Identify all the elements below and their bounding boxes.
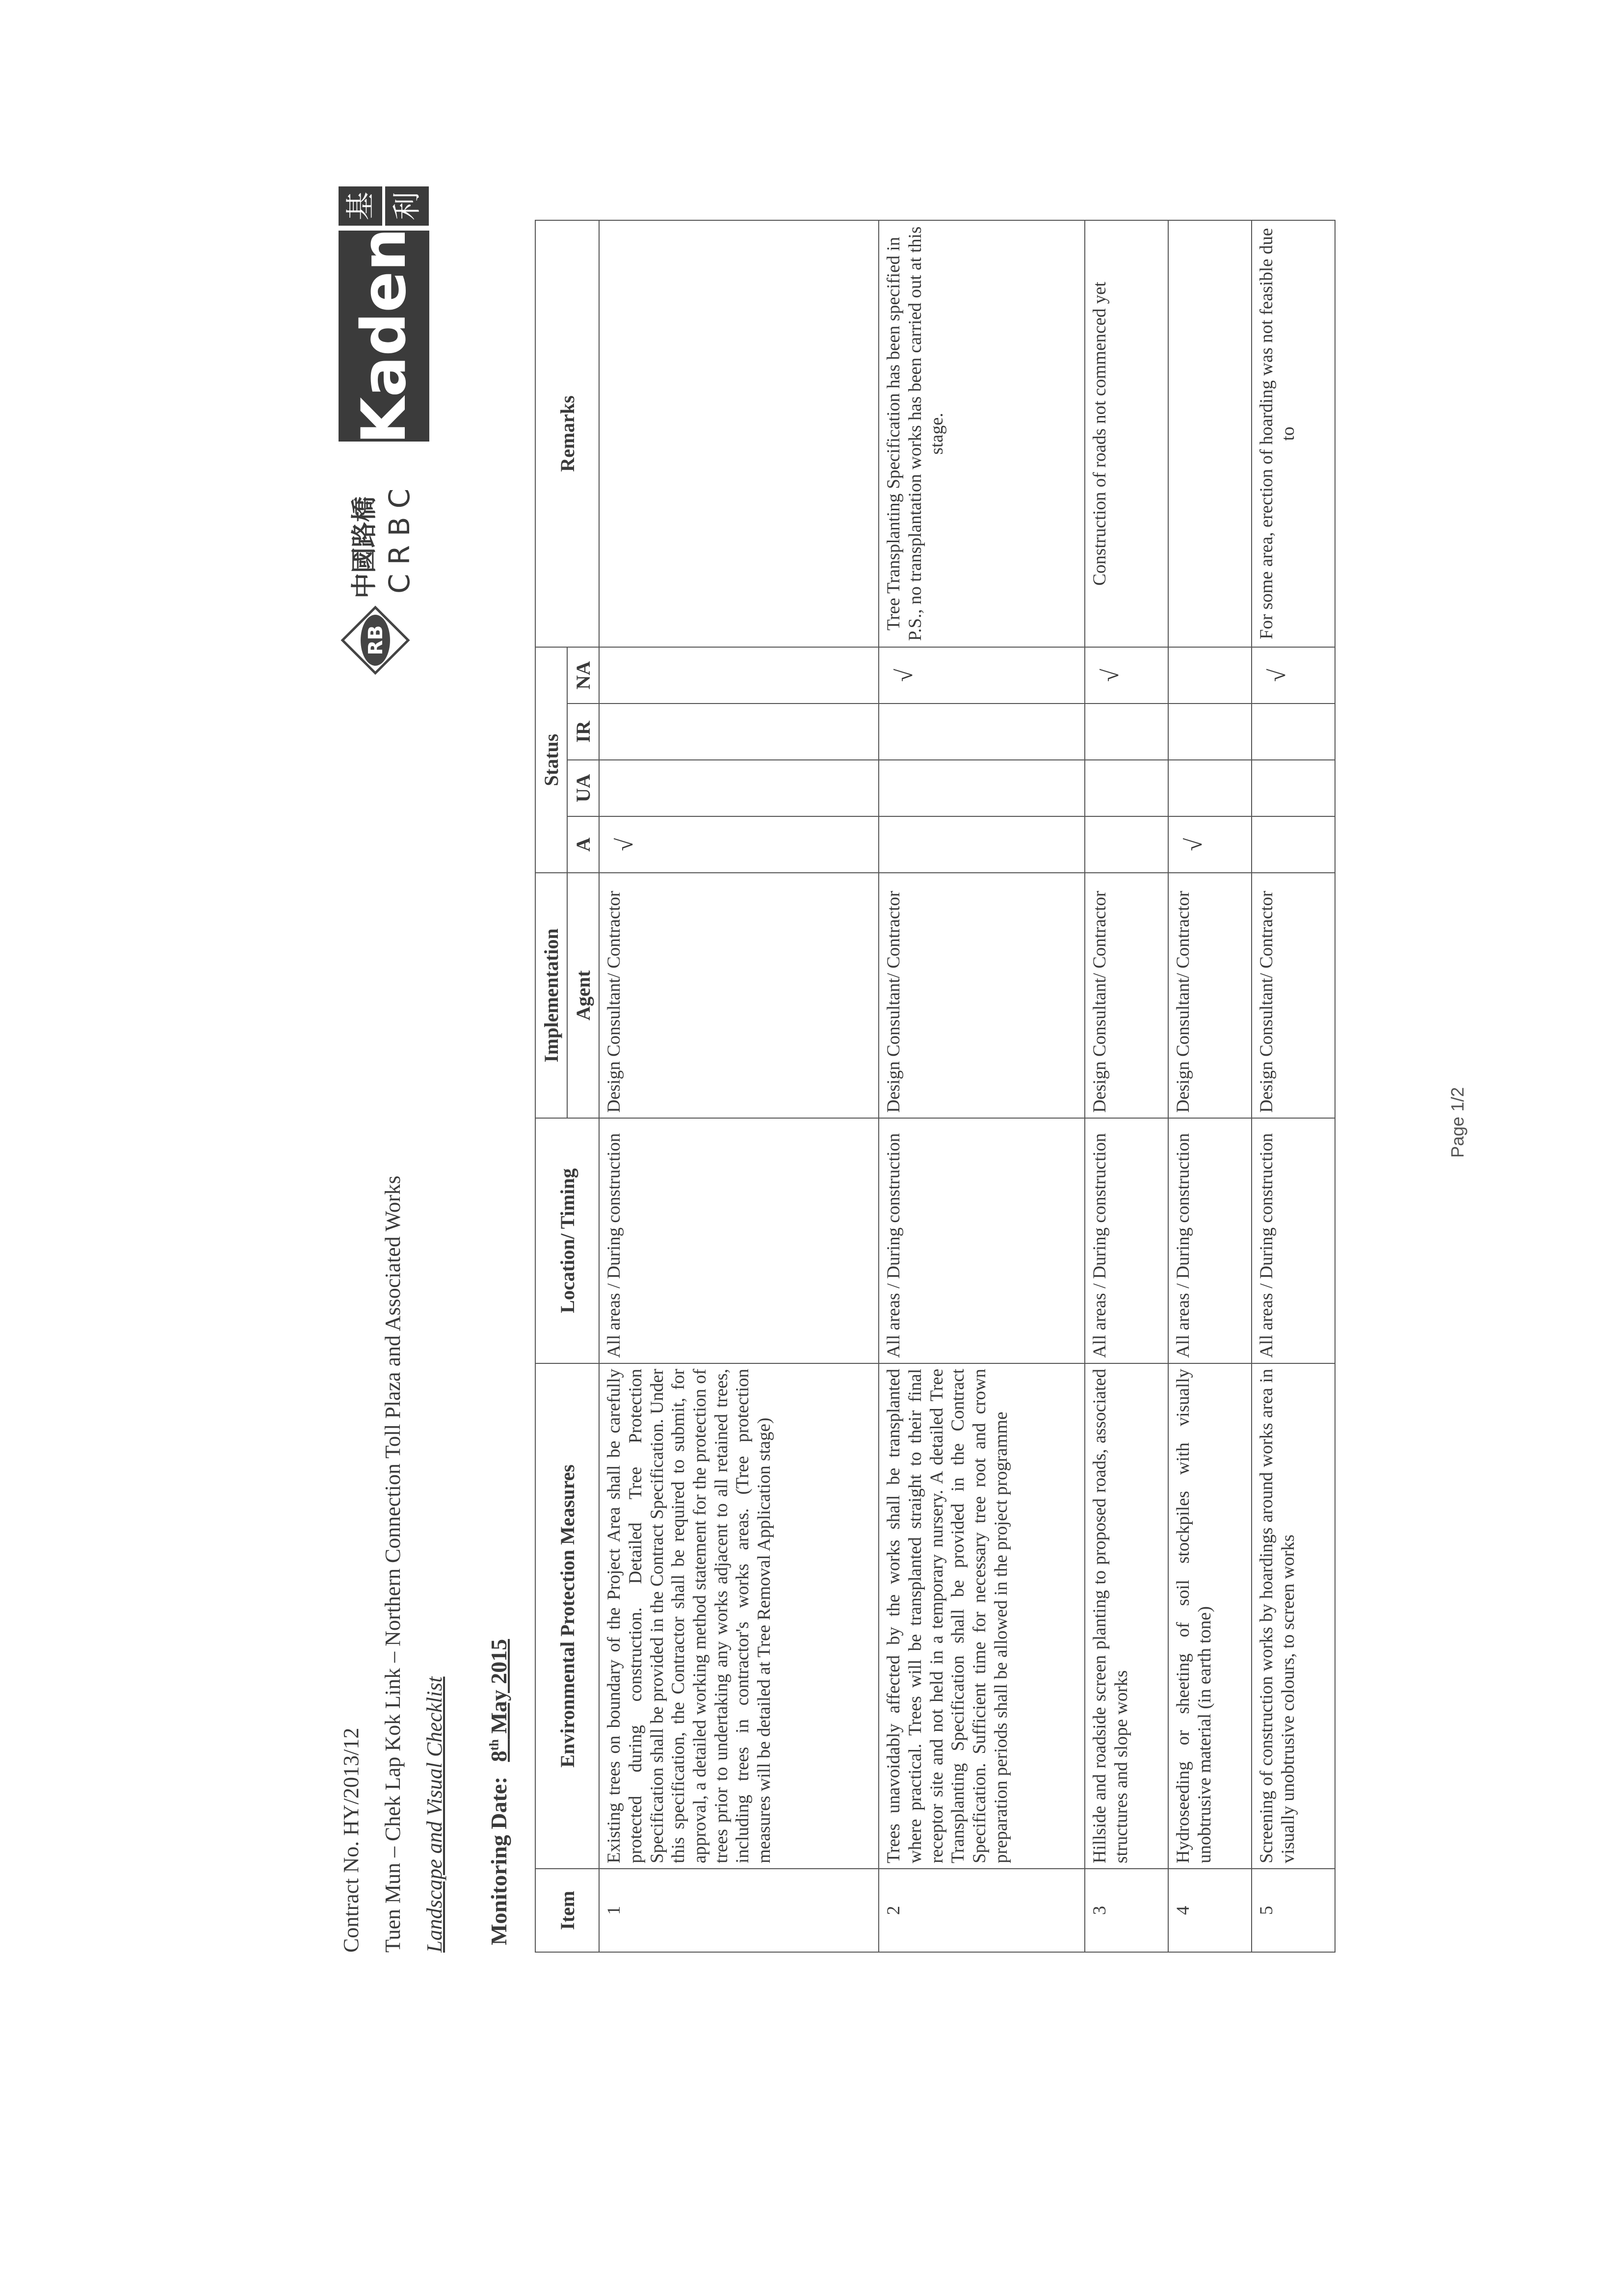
header-status-ir: IR: [567, 704, 599, 760]
implementation-agent: Design Consultant/ Contractor: [879, 873, 1085, 1118]
item-number: 4: [1168, 1869, 1252, 1952]
header-status-ua: UA: [567, 760, 599, 816]
implementation-agent: Design Consultant/ Contractor: [1252, 873, 1335, 1118]
header-agent: Agent: [567, 873, 599, 1118]
table-row: [879, 220, 1085, 1952]
project-title: Tuen Mun – Chek Lap Kok Link – Northern Connection Toll Plaza and Associated Works: [381, 1175, 405, 1953]
implementation-agent: Design Consultant/ Contractor: [1168, 873, 1252, 1118]
header-status-na: NA: [567, 647, 599, 704]
implementation-agent: Design Consultant/ Contractor: [599, 873, 879, 1118]
location-timing: All areas / During construction: [1168, 1118, 1252, 1363]
status-a: [1085, 816, 1168, 873]
status-na: √: [1252, 647, 1335, 704]
crbc-logo-text: CRBC: [383, 479, 416, 594]
remarks: For some area, erection of hoarding was not feasible due to: [1252, 220, 1335, 647]
status-ua: [599, 760, 879, 816]
table-row: [1252, 220, 1335, 1952]
status-ir: [1168, 704, 1252, 760]
kaden-logo-chinese: [339, 186, 429, 226]
kaden-logo: Kaden: [339, 231, 429, 442]
item-number: 5: [1252, 1869, 1335, 1952]
header-remarks: Remarks: [535, 220, 599, 647]
remarks: [599, 220, 879, 647]
status-na: √: [1085, 647, 1168, 704]
page-number: Page 1/2: [1447, 1087, 1467, 1158]
location-timing: All areas / During construction: [1252, 1118, 1335, 1363]
status-ua: [1085, 760, 1168, 816]
remarks: Construction of roads not commenced yet: [1085, 220, 1168, 647]
checklist-title: Landscape and Visual Checklist: [422, 1676, 446, 1953]
crbc-logo-chinese: 中國路橋: [350, 496, 379, 599]
item-number: 1: [599, 1869, 879, 1952]
implementation-agent: Design Consultant/ Contractor: [1085, 873, 1168, 1118]
remarks: [1168, 220, 1252, 647]
status-ua: [1168, 760, 1252, 816]
item-number: 2: [879, 1869, 1085, 1952]
status-ir: [1085, 704, 1168, 760]
measure-text: Trees unavoidably affected by the works shall be transplanted where practical. Trees will be transplanted straight to their final receptor site and not held in a temporary nursery. A detailed Tree Transplanting Specification shall be provided in the Contract Specification. Sufficient time for necessary tree root and crown preparation periods shall be allowed in the project programme: [879, 1363, 1085, 1869]
measure-text: Hydroseeding or sheeting of soil stockpiles with visually unobtrusive material (in earth tone): [1168, 1363, 1252, 1869]
location-timing: All areas / During construction: [1085, 1118, 1168, 1363]
monitoring-date-line: [486, 1639, 512, 1945]
header-location: Location/ Timing: [535, 1118, 599, 1363]
status-ua: [1252, 760, 1335, 816]
location-timing: All areas / During construction: [879, 1118, 1085, 1363]
contract-number: Contract No. HY/2013/12: [339, 1727, 363, 1953]
table-row: [1085, 220, 1168, 1952]
status-ir: [599, 704, 879, 760]
status-a: [1252, 816, 1335, 873]
header-implementation: Implementation: [535, 873, 567, 1118]
status-a: √: [1168, 816, 1252, 873]
status-na: [599, 647, 879, 704]
checklist-table: [535, 220, 1336, 1953]
status-a: √: [599, 816, 879, 873]
header-row: [535, 220, 567, 1952]
status-ua: [879, 760, 1085, 816]
rb-logo-icon: [339, 603, 412, 677]
monitoring-date-label: Monitoring Date:: [486, 1776, 511, 1945]
kaden-char-2: 利: [385, 186, 429, 226]
location-timing: All areas / During construction: [599, 1118, 879, 1363]
rb-logo-text: RB: [365, 625, 387, 655]
status-na: [1168, 647, 1252, 704]
header-status-a: A: [567, 816, 599, 873]
measure-text: Screening of construction works by hoardings around works area in visually unobtrusive colours, to screen works: [1252, 1363, 1335, 1869]
monitoring-date-value: 8th May 2015: [486, 1639, 511, 1762]
header-item: Item: [535, 1869, 599, 1952]
header-status: Status: [535, 647, 567, 873]
status-na: √: [879, 647, 1085, 704]
kaden-char-1: 基: [339, 186, 382, 226]
table-row: [1168, 220, 1252, 1952]
header-measures: Environmental Protection Measures: [535, 1363, 599, 1869]
status-a: [879, 816, 1085, 873]
remarks: Tree Transplanting Specification has been specified in P.S., no transplantation works has been carried out at this stage.: [879, 220, 1085, 647]
measure-text: Existing trees on boundary of the Project Area shall be carefully protected during construction. Detailed Tree Protection Specification shall be provided in the Contract Specification. Under this specification, the Contractor shall be required to submit, for approval, a detailed working method statement for the protection of trees prior to undertaking any works adjacent to all retained trees, including trees in contractor's works areas. (Tree protection measures will be detailed at Tree Removal Application stage): [599, 1363, 879, 1869]
status-ir: [1252, 704, 1335, 760]
table-row: [599, 220, 879, 1952]
item-number: 3: [1085, 1869, 1168, 1952]
measure-text: Hillside and roadside screen planting to proposed roads, associated structures and slope works: [1085, 1363, 1168, 1869]
status-ir: [879, 704, 1085, 760]
